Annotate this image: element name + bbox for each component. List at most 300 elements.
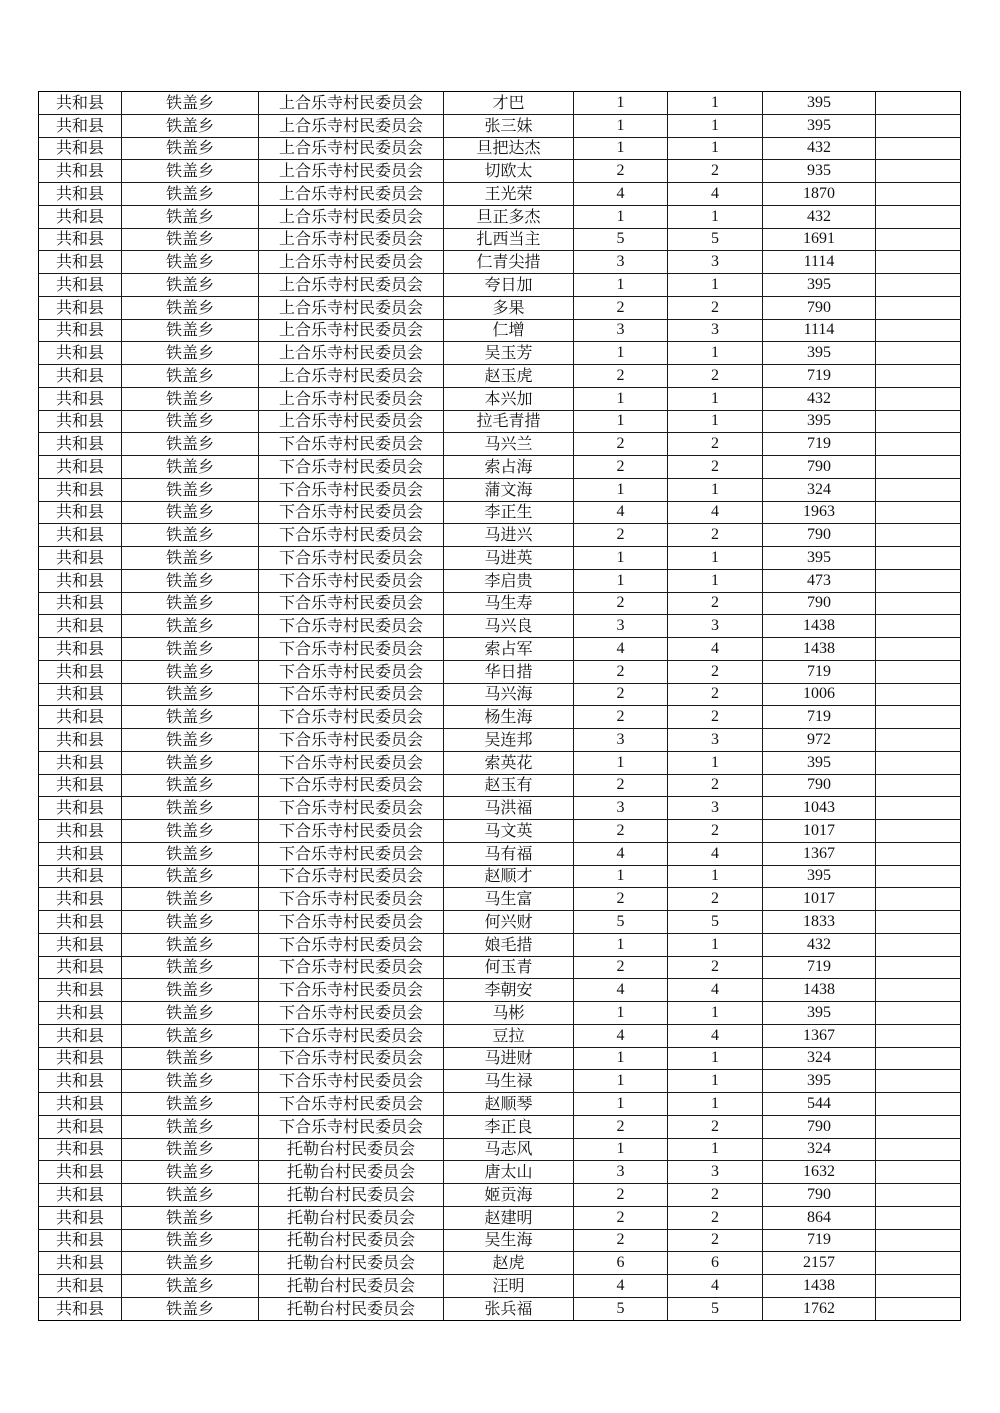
note-cell: [876, 524, 961, 547]
village-committee-cell: 下合乐寺村民委员会: [259, 979, 444, 1002]
household-count-cell: 3: [574, 1161, 668, 1184]
county-cell: 共和县: [39, 865, 122, 888]
household-count-cell: 2: [574, 956, 668, 979]
county-cell: 共和县: [39, 478, 122, 501]
person-count-cell: 1: [668, 114, 763, 137]
amount-cell: 790: [763, 456, 876, 479]
note-cell: [876, 114, 961, 137]
note-cell: [876, 911, 961, 934]
person-name-cell: 华日措: [444, 660, 574, 683]
person-name-cell: 李启贵: [444, 569, 574, 592]
township-cell: 铁盖乡: [122, 615, 259, 638]
person-count-cell: 2: [668, 592, 763, 615]
note-cell: [876, 956, 961, 979]
person-count-cell: 1: [668, 478, 763, 501]
county-cell: 共和县: [39, 501, 122, 524]
township-cell: 铁盖乡: [122, 1115, 259, 1138]
county-cell: 共和县: [39, 365, 122, 388]
table-row: [39, 365, 961, 388]
village-committee-cell: 下合乐寺村民委员会: [259, 501, 444, 524]
township-cell: 铁盖乡: [122, 1024, 259, 1047]
household-count-cell: 1: [574, 1070, 668, 1093]
township-cell: 铁盖乡: [122, 774, 259, 797]
note-cell: [876, 774, 961, 797]
county-cell: 共和县: [39, 296, 122, 319]
table-row: [39, 342, 961, 365]
table-row: [39, 729, 961, 752]
township-cell: 铁盖乡: [122, 706, 259, 729]
person-name-cell: 切欧太: [444, 160, 574, 183]
household-count-cell: 2: [574, 592, 668, 615]
note-cell: [876, 979, 961, 1002]
table-row: [39, 183, 961, 206]
note-cell: [876, 1161, 961, 1184]
township-cell: 铁盖乡: [122, 296, 259, 319]
county-cell: 共和县: [39, 979, 122, 1002]
village-committee-cell: 上合乐寺村民委员会: [259, 274, 444, 297]
township-cell: 铁盖乡: [122, 911, 259, 934]
person-name-cell: 马志风: [444, 1138, 574, 1161]
village-committee-cell: 上合乐寺村民委员会: [259, 387, 444, 410]
table-row: [39, 820, 961, 843]
county-cell: 共和县: [39, 1184, 122, 1207]
county-cell: 共和县: [39, 569, 122, 592]
township-cell: 铁盖乡: [122, 205, 259, 228]
table-row: [39, 228, 961, 251]
amount-cell: 1017: [763, 820, 876, 843]
household-count-cell: 4: [574, 842, 668, 865]
county-cell: 共和县: [39, 842, 122, 865]
household-count-cell: 4: [574, 1275, 668, 1298]
county-cell: 共和县: [39, 387, 122, 410]
township-cell: 铁盖乡: [122, 547, 259, 570]
note-cell: [876, 410, 961, 433]
village-committee-cell: 下合乐寺村民委员会: [259, 478, 444, 501]
person-count-cell: 4: [668, 183, 763, 206]
person-name-cell: 扎西当主: [444, 228, 574, 251]
person-count-cell: 3: [668, 251, 763, 274]
amount-cell: 395: [763, 274, 876, 297]
table-row: [39, 387, 961, 410]
person-name-cell: 赵顺才: [444, 865, 574, 888]
amount-cell: 1367: [763, 842, 876, 865]
person-count-cell: 4: [668, 1024, 763, 1047]
table-body: [39, 92, 961, 1321]
amount-cell: 1114: [763, 251, 876, 274]
village-committee-cell: 下合乐寺村民委员会: [259, 433, 444, 456]
person-count-cell: 1: [668, 751, 763, 774]
table-row: [39, 547, 961, 570]
amount-cell: 1438: [763, 638, 876, 661]
township-cell: 铁盖乡: [122, 251, 259, 274]
village-committee-cell: 上合乐寺村民委员会: [259, 410, 444, 433]
table-row: [39, 1229, 961, 1252]
township-cell: 铁盖乡: [122, 478, 259, 501]
note-cell: [876, 729, 961, 752]
person-name-cell: 马进英: [444, 547, 574, 570]
township-cell: 铁盖乡: [122, 342, 259, 365]
amount-cell: 1438: [763, 615, 876, 638]
township-cell: 铁盖乡: [122, 183, 259, 206]
village-committee-cell: 上合乐寺村民委员会: [259, 114, 444, 137]
person-count-cell: 4: [668, 1275, 763, 1298]
village-committee-cell: 托勒台村民委员会: [259, 1252, 444, 1275]
person-count-cell: 1: [668, 1093, 763, 1116]
table-row: [39, 137, 961, 160]
amount-cell: 395: [763, 547, 876, 570]
county-cell: 共和县: [39, 774, 122, 797]
household-count-cell: 1: [574, 114, 668, 137]
amount-cell: 719: [763, 706, 876, 729]
person-name-cell: 何兴财: [444, 911, 574, 934]
county-cell: 共和县: [39, 1093, 122, 1116]
note-cell: [876, 1002, 961, 1025]
person-name-cell: 才巴: [444, 92, 574, 115]
household-count-cell: 2: [574, 1229, 668, 1252]
person-count-cell: 2: [668, 774, 763, 797]
village-committee-cell: 下合乐寺村民委员会: [259, 1047, 444, 1070]
person-name-cell: 吴连邦: [444, 729, 574, 752]
amount-cell: 432: [763, 205, 876, 228]
village-committee-cell: 上合乐寺村民委员会: [259, 205, 444, 228]
note-cell: [876, 228, 961, 251]
village-committee-cell: 上合乐寺村民委员会: [259, 137, 444, 160]
household-count-cell: 1: [574, 1047, 668, 1070]
village-committee-cell: 下合乐寺村民委员会: [259, 956, 444, 979]
village-committee-cell: 下合乐寺村民委员会: [259, 1024, 444, 1047]
table-row: [39, 1002, 961, 1025]
note-cell: [876, 342, 961, 365]
household-count-cell: 1: [574, 274, 668, 297]
village-committee-cell: 托勒台村民委员会: [259, 1297, 444, 1320]
township-cell: 铁盖乡: [122, 820, 259, 843]
household-count-cell: 1: [574, 1138, 668, 1161]
household-count-cell: 5: [574, 911, 668, 934]
household-count-cell: 6: [574, 1252, 668, 1275]
amount-cell: 1006: [763, 683, 876, 706]
village-committee-cell: 下合乐寺村民委员会: [259, 660, 444, 683]
person-count-cell: 3: [668, 615, 763, 638]
table-row: [39, 979, 961, 1002]
person-count-cell: 1: [668, 410, 763, 433]
household-count-cell: 2: [574, 660, 668, 683]
amount-cell: 395: [763, 1070, 876, 1093]
person-name-cell: 仁青尖措: [444, 251, 574, 274]
person-count-cell: 2: [668, 433, 763, 456]
person-count-cell: 4: [668, 638, 763, 661]
village-committee-cell: 下合乐寺村民委员会: [259, 569, 444, 592]
amount-cell: 544: [763, 1093, 876, 1116]
county-cell: 共和县: [39, 205, 122, 228]
township-cell: 铁盖乡: [122, 933, 259, 956]
amount-cell: 395: [763, 342, 876, 365]
person-count-cell: 2: [668, 888, 763, 911]
amount-cell: 719: [763, 433, 876, 456]
county-cell: 共和县: [39, 1275, 122, 1298]
note-cell: [876, 683, 961, 706]
note-cell: [876, 1184, 961, 1207]
note-cell: [876, 319, 961, 342]
township-cell: 铁盖乡: [122, 592, 259, 615]
household-count-cell: 4: [574, 979, 668, 1002]
note-cell: [876, 1297, 961, 1320]
township-cell: 铁盖乡: [122, 1070, 259, 1093]
household-count-cell: 2: [574, 456, 668, 479]
household-count-cell: 4: [574, 183, 668, 206]
amount-cell: 790: [763, 592, 876, 615]
county-cell: 共和县: [39, 524, 122, 547]
township-cell: 铁盖乡: [122, 456, 259, 479]
village-committee-cell: 上合乐寺村民委员会: [259, 365, 444, 388]
amount-cell: 1017: [763, 888, 876, 911]
table-row: [39, 1297, 961, 1320]
village-committee-cell: 下合乐寺村民委员会: [259, 456, 444, 479]
person-name-cell: 汪明: [444, 1275, 574, 1298]
village-committee-cell: 下合乐寺村民委员会: [259, 911, 444, 934]
table-row: [39, 888, 961, 911]
person-name-cell: 夸日加: [444, 274, 574, 297]
county-cell: 共和县: [39, 933, 122, 956]
person-name-cell: 马生寿: [444, 592, 574, 615]
village-committee-cell: 下合乐寺村民委员会: [259, 865, 444, 888]
person-name-cell: 张兵福: [444, 1297, 574, 1320]
county-cell: 共和县: [39, 1229, 122, 1252]
county-cell: 共和县: [39, 433, 122, 456]
amount-cell: 1043: [763, 797, 876, 820]
township-cell: 铁盖乡: [122, 387, 259, 410]
person-count-cell: 1: [668, 274, 763, 297]
county-cell: 共和县: [39, 820, 122, 843]
person-count-cell: 2: [668, 1115, 763, 1138]
person-count-cell: 1: [668, 387, 763, 410]
household-count-cell: 5: [574, 228, 668, 251]
village-committee-cell: 下合乐寺村民委员会: [259, 820, 444, 843]
note-cell: [876, 706, 961, 729]
note-cell: [876, 1252, 961, 1275]
county-cell: 共和县: [39, 592, 122, 615]
amount-cell: 790: [763, 1184, 876, 1207]
village-committee-cell: 下合乐寺村民委员会: [259, 933, 444, 956]
person-name-cell: 赵玉虎: [444, 365, 574, 388]
village-committee-cell: 上合乐寺村民委员会: [259, 228, 444, 251]
village-committee-cell: 上合乐寺村民委员会: [259, 296, 444, 319]
person-name-cell: 蒲文海: [444, 478, 574, 501]
county-cell: 共和县: [39, 956, 122, 979]
person-count-cell: 5: [668, 1297, 763, 1320]
note-cell: [876, 751, 961, 774]
person-count-cell: 2: [668, 296, 763, 319]
village-committee-cell: 下合乐寺村民委员会: [259, 683, 444, 706]
person-name-cell: 李朝安: [444, 979, 574, 1002]
note-cell: [876, 1115, 961, 1138]
note-cell: [876, 547, 961, 570]
township-cell: 铁盖乡: [122, 1184, 259, 1207]
household-count-cell: 2: [574, 1206, 668, 1229]
county-cell: 共和县: [39, 319, 122, 342]
household-count-cell: 3: [574, 797, 668, 820]
amount-cell: 1438: [763, 1275, 876, 1298]
table-row: [39, 410, 961, 433]
county-cell: 共和县: [39, 1070, 122, 1093]
person-count-cell: 2: [668, 956, 763, 979]
person-name-cell: 马进财: [444, 1047, 574, 1070]
person-name-cell: 马兴良: [444, 615, 574, 638]
table-row: [39, 797, 961, 820]
table-row: [39, 524, 961, 547]
amount-cell: 972: [763, 729, 876, 752]
table-row: [39, 501, 961, 524]
household-count-cell: 2: [574, 296, 668, 319]
village-committee-cell: 下合乐寺村民委员会: [259, 547, 444, 570]
person-name-cell: 豆拉: [444, 1024, 574, 1047]
note-cell: [876, 933, 961, 956]
township-cell: 铁盖乡: [122, 137, 259, 160]
village-committee-cell: 下合乐寺村民委员会: [259, 706, 444, 729]
county-cell: 共和县: [39, 342, 122, 365]
person-name-cell: 马文英: [444, 820, 574, 843]
person-count-cell: 1: [668, 865, 763, 888]
table-row: [39, 638, 961, 661]
person-count-cell: 4: [668, 842, 763, 865]
person-name-cell: 赵虎: [444, 1252, 574, 1275]
person-name-cell: 何玉青: [444, 956, 574, 979]
township-cell: 铁盖乡: [122, 1206, 259, 1229]
village-committee-cell: 下合乐寺村民委员会: [259, 1070, 444, 1093]
county-cell: 共和县: [39, 160, 122, 183]
county-cell: 共和县: [39, 797, 122, 820]
person-count-cell: 2: [668, 365, 763, 388]
county-cell: 共和县: [39, 1206, 122, 1229]
county-cell: 共和县: [39, 615, 122, 638]
village-committee-cell: 下合乐寺村民委员会: [259, 751, 444, 774]
person-count-cell: 1: [668, 547, 763, 570]
note-cell: [876, 1047, 961, 1070]
amount-cell: 935: [763, 160, 876, 183]
amount-cell: 1367: [763, 1024, 876, 1047]
person-count-cell: 6: [668, 1252, 763, 1275]
township-cell: 铁盖乡: [122, 1161, 259, 1184]
person-name-cell: 张三妹: [444, 114, 574, 137]
household-count-cell: 1: [574, 547, 668, 570]
household-count-cell: 1: [574, 569, 668, 592]
township-cell: 铁盖乡: [122, 638, 259, 661]
township-cell: 铁盖乡: [122, 1047, 259, 1070]
table-row: [39, 319, 961, 342]
person-name-cell: 杨生海: [444, 706, 574, 729]
amount-cell: 395: [763, 1002, 876, 1025]
township-cell: 铁盖乡: [122, 274, 259, 297]
table-row: [39, 1275, 961, 1298]
person-count-cell: 2: [668, 820, 763, 843]
amount-cell: 1438: [763, 979, 876, 1002]
amount-cell: 719: [763, 956, 876, 979]
township-cell: 铁盖乡: [122, 660, 259, 683]
township-cell: 铁盖乡: [122, 410, 259, 433]
county-cell: 共和县: [39, 228, 122, 251]
county-cell: 共和县: [39, 547, 122, 570]
person-count-cell: 2: [668, 683, 763, 706]
village-committee-cell: 上合乐寺村民委员会: [259, 251, 444, 274]
township-cell: 铁盖乡: [122, 1138, 259, 1161]
household-count-cell: 2: [574, 524, 668, 547]
person-count-cell: 1: [668, 1047, 763, 1070]
county-cell: 共和县: [39, 1161, 122, 1184]
table-row: [39, 1047, 961, 1070]
township-cell: 铁盖乡: [122, 569, 259, 592]
village-committee-cell: 托勒台村民委员会: [259, 1206, 444, 1229]
household-count-cell: 2: [574, 1115, 668, 1138]
household-count-cell: 2: [574, 888, 668, 911]
table-row: [39, 274, 961, 297]
person-name-cell: 马兴兰: [444, 433, 574, 456]
county-cell: 共和县: [39, 683, 122, 706]
household-count-cell: 1: [574, 387, 668, 410]
note-cell: [876, 205, 961, 228]
note-cell: [876, 387, 961, 410]
table-row: [39, 478, 961, 501]
county-cell: 共和县: [39, 114, 122, 137]
person-name-cell: 马进兴: [444, 524, 574, 547]
village-committee-cell: 下合乐寺村民委员会: [259, 615, 444, 638]
amount-cell: 324: [763, 1047, 876, 1070]
note-cell: [876, 1229, 961, 1252]
table-row: [39, 751, 961, 774]
county-cell: 共和县: [39, 1297, 122, 1320]
household-count-cell: 3: [574, 251, 668, 274]
person-name-cell: 姬贡海: [444, 1184, 574, 1207]
township-cell: 铁盖乡: [122, 888, 259, 911]
household-count-cell: 3: [574, 615, 668, 638]
household-count-cell: 2: [574, 706, 668, 729]
village-committee-cell: 托勒台村民委员会: [259, 1138, 444, 1161]
note-cell: [876, 1275, 961, 1298]
township-cell: 铁盖乡: [122, 114, 259, 137]
amount-cell: 1691: [763, 228, 876, 251]
household-count-cell: 1: [574, 933, 668, 956]
county-cell: 共和县: [39, 92, 122, 115]
county-cell: 共和县: [39, 183, 122, 206]
county-cell: 共和县: [39, 1024, 122, 1047]
household-count-cell: 2: [574, 433, 668, 456]
village-committee-cell: 托勒台村民委员会: [259, 1161, 444, 1184]
note-cell: [876, 433, 961, 456]
note-cell: [876, 797, 961, 820]
person-count-cell: 1: [668, 1138, 763, 1161]
village-committee-cell: 下合乐寺村民委员会: [259, 592, 444, 615]
note-cell: [876, 1138, 961, 1161]
note-cell: [876, 1070, 961, 1093]
county-cell: 共和县: [39, 137, 122, 160]
note-cell: [876, 569, 961, 592]
note-cell: [876, 296, 961, 319]
person-name-cell: 马洪福: [444, 797, 574, 820]
table-row: [39, 774, 961, 797]
township-cell: 铁盖乡: [122, 319, 259, 342]
table-row: [39, 1115, 961, 1138]
amount-cell: 864: [763, 1206, 876, 1229]
household-count-cell: 2: [574, 683, 668, 706]
household-count-cell: 1: [574, 342, 668, 365]
table-row: [39, 1206, 961, 1229]
table-row: [39, 933, 961, 956]
person-name-cell: 索英花: [444, 751, 574, 774]
county-cell: 共和县: [39, 410, 122, 433]
person-count-cell: 3: [668, 797, 763, 820]
household-count-cell: 1: [574, 205, 668, 228]
amount-cell: 432: [763, 933, 876, 956]
household-count-cell: 3: [574, 319, 668, 342]
person-count-cell: 1: [668, 1002, 763, 1025]
